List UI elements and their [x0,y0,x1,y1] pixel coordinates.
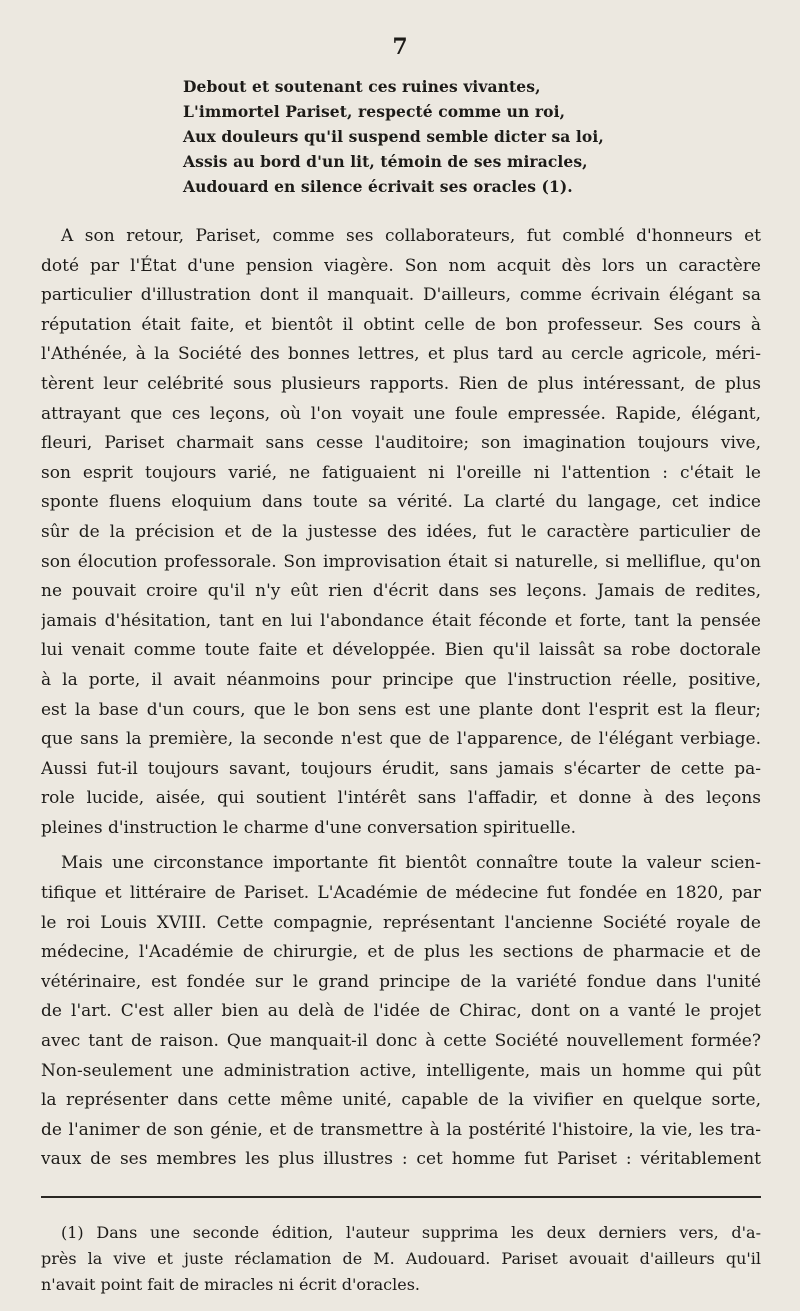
text-line: role lucide, aisée, qui soutient l'intérêt sans l'affadir, et donne à des leçons [41,788,761,809]
text-line: A son retour, Pariset, comme ses collaborateurs, fut comblé d'honneurs et [61,226,761,246]
verse-line: Debout et soutenant ces ruines vivantes, [183,77,541,96]
footnote-line: (1) Dans une seconde édition, l'auteur supprima les deux derniers vers, d'a- [61,1223,761,1242]
body-text [41,222,761,1175]
text-line: avec tant de raison. Que manquait-il donc à cette Société nouvellement formée? [41,1031,761,1052]
text-line: la représenter dans cette même unité, capable de la vivifier en quelque sorte, [41,1090,761,1111]
text-line: pleines d'instruction le charme d'une conversation spirituelle. [41,817,577,838]
verse-line: Assis au bord d'un lit, témoin de ses miracles, [183,152,588,171]
verse-quotation [183,74,743,199]
text-line: tèrent leur celébrité sous plusieurs rapports. Rien de plus intéressant, de plus [41,373,761,394]
text-line: que sans la première, la seconde n'est que de l'apparence, de l'élégant verbiage. [41,729,761,750]
text-line: sponte fluens eloquium dans toute sa vérité. La clarté du langage, cet indice [41,492,761,513]
text-line: attrayant que ces leçons, où l'on voyait une foule empressée. Rapide, élégant, [41,403,761,424]
text-line: vaux de ses membres les plus illustres : cet homme fut Pariset : véritablement [41,1149,761,1170]
text-line: tifique et littéraire de Pariset. L'Académie de médecine fut fondée en 1820, par [41,883,761,904]
text-line: Mais une circonstance importante fit bientôt connaître toute la valeur scien- [61,853,761,874]
verse-line: Audouard en silence écrivait ses oracles (1). [183,177,573,196]
text-line: sûr de la précision et de la justesse des idées, fut le caractère particulier de [41,521,761,542]
text-line: est la base d'un cours, que le bon sens est une plante dont l'esprit est la fleur; [41,699,761,720]
text-line: l'Athénée, à la Société des bonnes lettres, et plus tard au cercle agricole, méri- [41,344,761,365]
text-line: de l'animer de son génie, et de transmettre à la postérité l'histoire, la vie, les tra- [41,1119,761,1140]
paragraph-1 [41,222,761,843]
verse-line: L'immortel Pariset, respecté comme un roi, [183,102,566,121]
verse-line: Aux douleurs qu'il suspend semble dicter sa loi, [183,127,604,146]
text-line: doté par l'État d'une pension viagère. Son nom acquit dès lors un caractère [41,255,761,276]
footnote-line: près la vive et juste réclamation de M. Audouard. Pariset avouait d'ailleurs qu'il [41,1249,761,1268]
text-line: fleuri, Pariset charmait sans cesse l'auditoire; son imagination toujours vive, [41,433,761,454]
text-line: à la porte, il avait néanmoins pour principe que l'instruction réelle, positive, [41,669,761,690]
text-line: Aussi fut-il toujours savant, toujours érudit, sans jamais s'écarter de cette pa- [41,758,761,779]
footnote-divider [41,1196,761,1198]
text-line: son élocution professorale. Son improvisation était si naturelle, si melliflue, qu'on [41,551,761,572]
text-line: lui venait comme toute faite et développée. Bien qu'il laissât sa robe doctorale [41,640,761,661]
text-line: de l'art. C'est aller bien au delà de l'idée de Chirac, dont on a vanté le projet [41,1001,761,1022]
text-line: son esprit toujours varié, ne fatiguaient ni l'oreille ni l'attention : c'était le [41,462,761,483]
text-line: Non-seulement une administration active, intelligente, mais un homme qui pût [41,1060,761,1081]
text-line: jamais d'hésitation, tant en lui l'abondance était féconde et forte, tant la pensée [41,610,761,631]
text-line: vétérinaire, est fondée sur le grand principe de la variété fondue dans l'unité [41,971,761,992]
text-line: réputation était faite, et bientôt il obtint celle de bon professeur. Ses cours à [41,314,761,335]
text-line: ne pouvait croire qu'il n'y eût rien d'écrit dans ses leçons. Jamais de redites, [41,581,761,602]
text-line: particulier d'illustration dont il manquait. D'ailleurs, comme écrivain élégant sa [41,285,761,306]
page-number: 7 [392,34,408,60]
paragraph-2 [41,849,761,1175]
footnote [41,1220,761,1298]
text-line: le roi Louis XVIII. Cette compagnie, représentant l'ancienne Société royale de [41,912,761,933]
footnote-line: n'avait point fait de miracles ni écrit d'oracles. [41,1275,420,1294]
text-line: médecine, l'Académie de chirurgie, et de plus les sections de pharmacie et de [41,942,761,963]
